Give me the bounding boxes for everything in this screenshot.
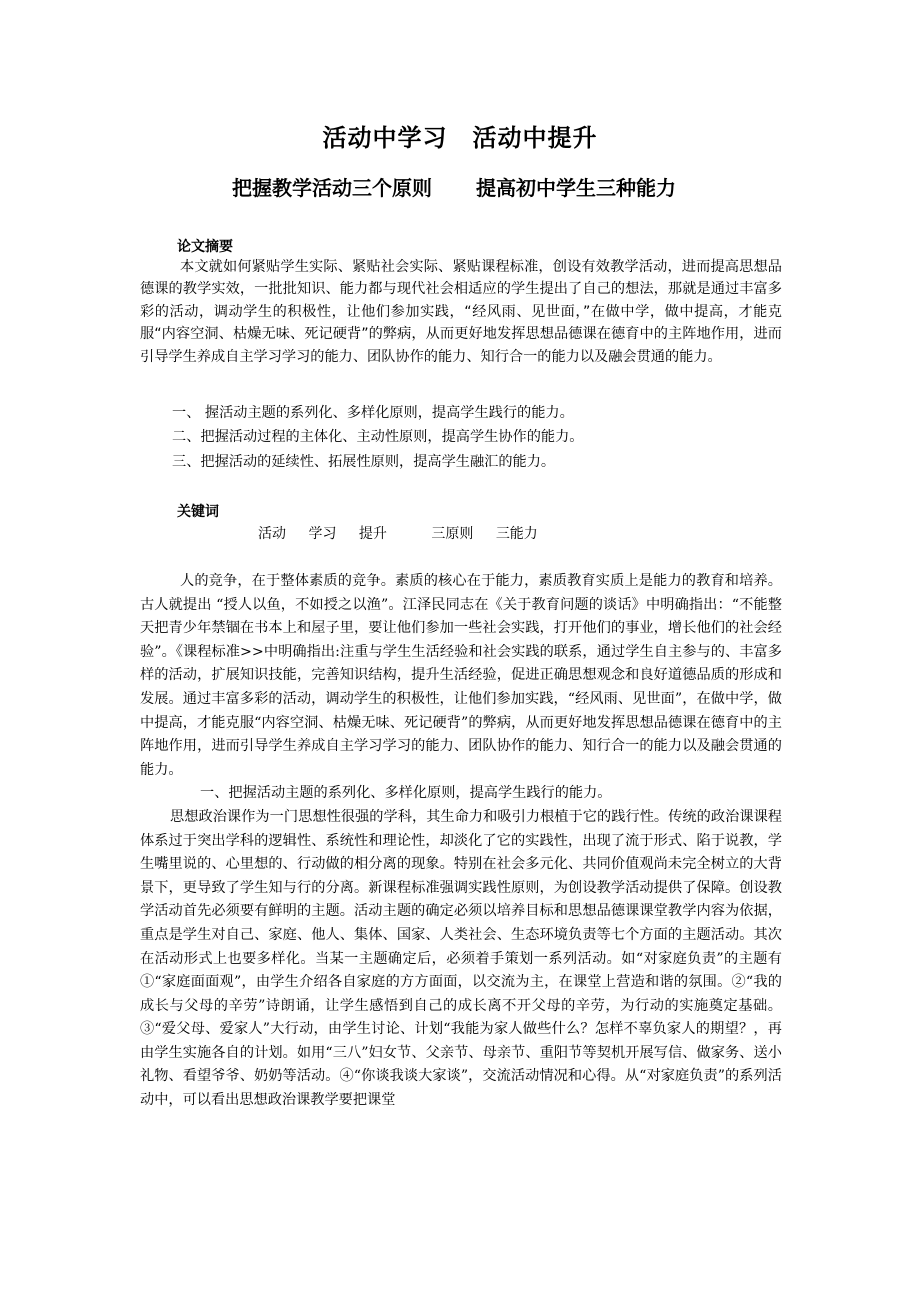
paragraph-section-1: 思想政治课作为一门思想性很强的学科，其生命力和吸引力根植于它的践行性。传统的政治课课程体系过于突出学科的逻辑性、系统性和理论性，却淡化了它的实践性，出现了流于形式、陷于说教，学生嘴里说的、心里想的、行动做的相分离的现象。特别在社会多元化、共同价值观尚未完全树立的大背景下，更导致了学生知与行的分离。新课程标准强调实践性原则，为创设教学活动提供了保障。创设教学活动首先必须要有鲜明的主题。活动主题的确定必须以培养目标和思想品德课课堂教学内容为依据，重点是学生对自己、家庭、他人、集体、国家、人类社会、生态环境负责等七个方面的主题活动。其次在活动形式上也要多样化。当某一主题确定后，必须着手策划一系列活动。如“对家庭负责”的主题有①“家庭面面观”，由学生介绍各自家庭的方方面面，以交流为主，在课堂上营造和谐的氛围。②“我的成长与父母的辛劳”诗朗诵，让学生感悟到自己的成长离不开父母的辛劳，为行动的实施奠定基础。③“爱父母、爱家人”大行动，由学生讨论、计划“我能为家人做些什么？怎样不辜负家人的期望？，再由学生实施各自的计划。如用“三八”妇女节、父亲节、母亲节、重阳节等契机开展写信、做家务、送小礼物、看望爷爷、奶奶等活动。④“你谈我谈大家谈”，交流活动情况和心得。从“对家庭负责”的系列活动中，可以看出思想政治课教学要把课堂 xyxy=(140,808,782,1109)
body-text xyxy=(140,570,782,1113)
keyword: 学习 xyxy=(308,526,337,542)
keyword: 活动 xyxy=(258,526,286,542)
abstract-heading: 论文摘要 xyxy=(177,239,233,255)
subtitle-right: 提高初中学生三种能力 xyxy=(476,176,676,200)
abstract-item: 二、把握活动过程的主体化、主动性原则，提高学生协作的能力。 xyxy=(172,429,584,445)
paragraph-intro: 人的竞争，在于整体素质的竞争。素质的核心在于能力，素质教育实质上是能力的教育和培养。古人就提出 “授人以鱼，不如授之以渔”。江泽民同志在《关于教育问题的谈话》中明确指出：“不能整天把青少年禁锢在书本上和屋子里，要让他们参加一些社会实践，打开他们的事业，增长他们的社会经验”。《课程标准>>中明确指出:注重与学生生活经验和社会实践的联系，通过学生自主参与的、丰富多样的活动，扩展知识技能，完善知识结构，提升生活经验，促进正确思想观念和良好道德品质的形成和发展。通过丰富多彩的活动，调动学生的积极性，让他们参加实践，“经风雨、见世面”，在做中学，做中提高，才能克服“内容空洞、枯燥无味、死记硬背”的弊病，从而更好地发挥思想品德课在德育中的主阵地作用，进而引导学生养成自主学习学习的能力、团队协作的能力、知行合一的能力以及融会贯通的能力。 xyxy=(140,573,782,778)
keyword: 三能力 xyxy=(495,526,538,542)
abstract-item: 三、把握活动的延续性、拓展性原则，提高学生融汇的能力。 xyxy=(172,454,556,470)
keywords-list xyxy=(258,523,556,543)
keyword: 三原则 xyxy=(431,526,474,542)
document-title: 活动中学习 活动中提升 xyxy=(322,124,598,152)
keywords-heading: 关键词 xyxy=(177,504,219,520)
keyword: 提升 xyxy=(358,526,387,542)
abstract-text: 本文就如何紧贴学生实际、紧贴社会实际、紧贴课程标准，创设有效教学活动，进而提高思想品德课的教学实效，一批批知识、能力都与现代社会相适应的学生提出了自己的想法，那就是通过丰富多彩的活动，调动学生的积极性，让他们参加实践，“经风雨、见世面，”在做中学，做中提高，才能克服“内容空洞、枯燥无味、死记硬背”的弊病，从而更好地发挥思想品德课在德育中的主阵地作用，进而引导学生养成自主学习学习的能力、团队协作的能力、知行合一的能力以及融会贯通的能力。 xyxy=(140,259,782,365)
document-subtitle xyxy=(232,172,676,201)
abstract-item: 一、 握活动主题的系列化、多样化原则，提高学生践行的能力。 xyxy=(172,405,574,421)
subtitle-left: 把握教学活动三个原则 xyxy=(232,176,432,200)
section-1-heading: 一、把握活动主题的系列化、多样化原则，提高学生践行的能力。 xyxy=(200,785,612,802)
